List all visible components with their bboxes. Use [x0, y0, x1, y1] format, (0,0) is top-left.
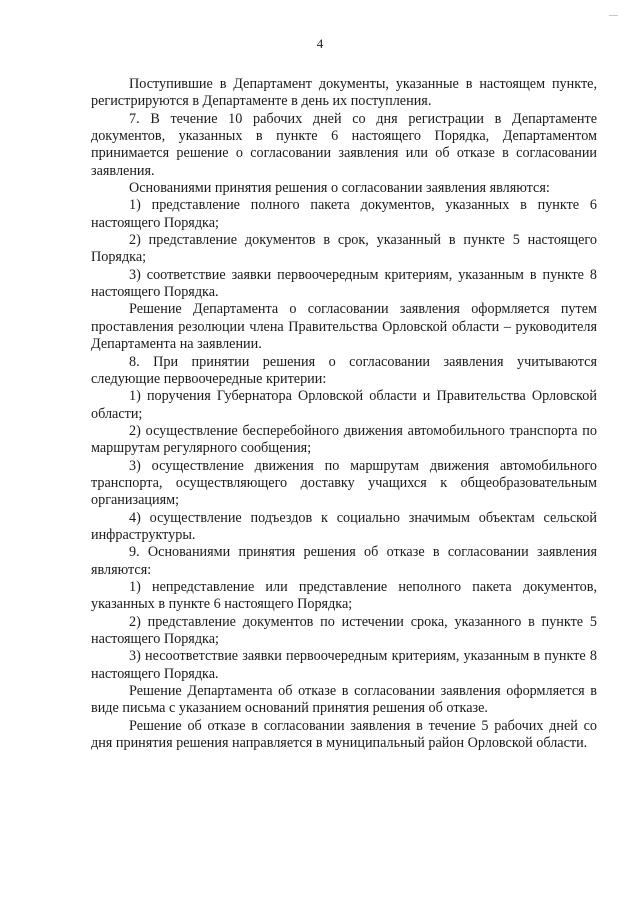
refusal-ground-3: 3) несоответствие заявки первоочередным критериям, указанным в пункте 8 настоящего Порядка. [91, 648, 597, 682]
paragraph-item-8: 8. При принятии решения о согласовании заявления учитываются следующие первоочередные критерии: [91, 353, 597, 387]
document-body [91, 76, 597, 752]
paragraph-refusal-form: Решение Департамента об отказе в согласовании заявления оформляется в виде письма с указанием оснований принятия решения об отказе. [91, 683, 597, 717]
approval-ground-3: 3) соответствие заявки первоочередным критериям, указанным в пункте 8 настоящего Порядка. [91, 266, 597, 301]
criterion-1: 1) поручения Губернатора Орловской области и Правительства Орловской области; [91, 388, 597, 422]
criterion-3: 3) осуществление движения по маршрутам движения автомобильного транспорта, осуществляющего доставку учащихся к общеобразовательным организациям; [91, 457, 597, 509]
corner-mark: — [609, 10, 618, 20]
paragraph-item-7: 7. В течение 10 рабочих дней со дня регистрации в Департаменте документов, указанных в пункте 6 настоящего Порядка, Департаментом принимается решение о согласовании заявления или об отказе в согласовании заявления. [91, 110, 597, 179]
paragraph-approval-form: Решение Департамента о согласовании заявления оформляется путем проставления резолюции члена Правительства Орловской области – руководителя Департамента на заявлении. [91, 301, 597, 353]
refusal-ground-2: 2) представление документов по истечении срока, указанного в пункте 5 настоящего Порядка; [91, 613, 597, 647]
paragraph-item-9: 9. Основаниями принятия решения об отказе в согласовании заявления являются: [91, 544, 597, 578]
criterion-2: 2) осуществление бесперебойного движения автомобильного транспорта по маршрутам регулярного сообщения; [91, 422, 597, 457]
approval-ground-1: 1) представление полного пакета документов, указанных в пункте 6 настоящего Порядка; [91, 197, 597, 231]
paragraph-registration: Поступившие в Департамент документы, указанные в настоящем пункте, регистрируются в Департаменте в день их поступления. [91, 76, 597, 110]
paragraph-approval-grounds: Основаниями принятия решения о согласовании заявления являются: [129, 180, 550, 197]
page-number: 4 [316, 36, 324, 51]
criterion-4: 4) осуществление подъездов к социально значимым объектам сельской инфраструктуры. [91, 509, 597, 543]
paragraph-refusal-delivery: Решение об отказе в согласовании заявления в течение 5 рабочих дней со дня принятия решения направляется в муниципальный район Орловской области. [91, 717, 597, 752]
refusal-ground-1: 1) непредставление или представление неполного пакета документов, указанных в пункте 6 настоящего Порядка; [91, 578, 597, 613]
approval-ground-2: 2) представление документов в срок, указанный в пункте 5 настоящего Порядка; [91, 232, 597, 266]
